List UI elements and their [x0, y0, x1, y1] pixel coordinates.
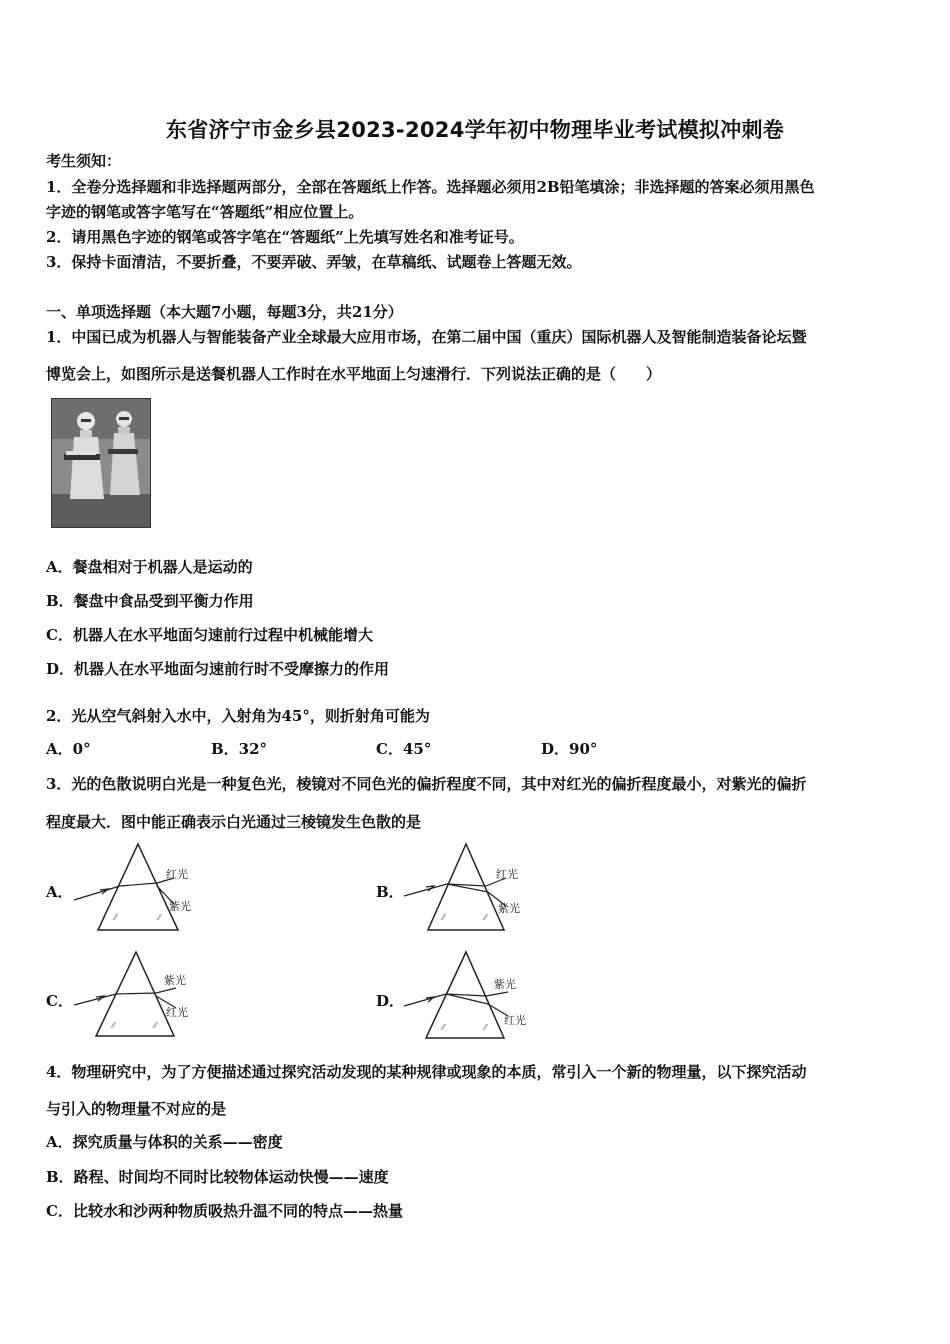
question-4-text: 4．物理研究中，为了方便描述通过探究活动发现的某种规律或现象的本质，常引入一个新的物理量，以下探究活动 — [46, 1063, 807, 1081]
question-1-text: 1．中国已成为机器人与智能装备产业全球最大应用市场，在第二届中国（重庆）国际机器人及智能制造装备论坛暨 — [46, 328, 807, 346]
diagram-c-label: C． — [46, 992, 73, 1010]
option-d: D．机器人在水平地面匀速前行时不受摩擦力的作用 — [46, 660, 390, 678]
option-a: A．0° — [46, 740, 91, 758]
svg-text:⁄⁄: ⁄⁄ — [442, 913, 445, 922]
question-4-text: 与引入的物理量不对应的是 — [46, 1100, 227, 1118]
prism-diagram-a — [70, 840, 200, 936]
page-title: 东省济宁市金乡县2023-2024学年初中物理毕业考试模拟冲刺卷 — [165, 118, 785, 142]
svg-text:⁄⁄: ⁄⁄ — [442, 1023, 445, 1032]
question-3-text: 3．光的色散说明白光是一种复色光，棱镜对不同色光的偏折程度不同，其中对红光的偏折程度最小，对紫光的偏折 — [46, 775, 807, 793]
diagram-d-bottom-label: 红光 — [504, 1014, 526, 1027]
diagram-c-bottom-label: 红光 — [166, 1006, 188, 1019]
svg-text:⁄⁄: ⁄⁄ — [154, 1021, 157, 1030]
notice-heading: 考生须知： — [46, 152, 122, 170]
notice-item: 3．保持卡面清洁，不要折叠，不要弄破、弄皱，在草稿纸、试题卷上答题无效。 — [46, 253, 582, 271]
diagram-b-top-label: 红光 — [496, 868, 518, 881]
diagram-d-label: D． — [376, 992, 405, 1010]
diagram-a-bottom-label: 紫光 — [169, 900, 191, 913]
diagram-c-top-label: 紫光 — [164, 974, 186, 987]
svg-text:⁄⁄: ⁄⁄ — [484, 1023, 487, 1032]
diagram-a-top-label: 红光 — [166, 868, 188, 881]
option-a: A．餐盘相对于机器人是运动的 — [46, 558, 253, 576]
option-c: C．比较水和沙两种物质吸热升温不同的特点——热量 — [46, 1202, 403, 1220]
option-a: A．探究质量与体积的关系——密度 — [46, 1133, 283, 1151]
section-heading: 一、单项选择题（本大题7小题，每题3分，共21分） — [46, 303, 403, 321]
svg-text:⁄⁄: ⁄⁄ — [114, 913, 117, 922]
prism-diagram-c — [70, 948, 200, 1044]
notice-item: 2．请用黑色字迹的钢笔或答字笔在“答题纸”上先填写姓名和准考证号。 — [46, 228, 524, 246]
notice-item: 1．全卷分选择题和非选择题两部分，全部在答题纸上作答。选择题必须用2B铅笔填涂；非选择题的答案必须用黑色 — [46, 178, 815, 196]
option-b: B．餐盘中食品受到平衡力作用 — [46, 592, 254, 610]
diagram-a-label: A． — [46, 883, 73, 901]
diagram-b-bottom-label: 紫光 — [498, 902, 520, 915]
question-1-text: 博览会上，如图所示是送餐机器人工作时在水平地面上匀速滑行．下列说法正确的是（ ） — [46, 365, 662, 383]
svg-text:⁄⁄: ⁄⁄ — [158, 913, 161, 922]
robot-photo — [51, 398, 151, 528]
svg-text:⁄⁄: ⁄⁄ — [112, 1021, 115, 1030]
question-2-text: 2．光从空气斜射入水中，入射角为45°，则折射角可能为 — [46, 707, 430, 725]
option-d: D．90° — [541, 740, 598, 758]
svg-text:⁄⁄: ⁄⁄ — [484, 913, 487, 922]
prism-diagram-b — [400, 840, 530, 936]
notice-item: 字迹的钢笔或答字笔写在“答题纸”相应位置上。 — [46, 203, 364, 221]
prism-diagram-d — [400, 948, 530, 1044]
diagram-b-label: B． — [376, 883, 404, 901]
option-c: C．机器人在水平地面匀速前行过程中机械能增大 — [46, 626, 373, 644]
option-c: C．45° — [376, 740, 432, 758]
option-b: B．32° — [211, 740, 268, 758]
option-b: B．路程、时间均不同时比较物体运动快慢——速度 — [46, 1168, 389, 1186]
diagram-d-top-label: 紫光 — [494, 978, 516, 991]
question-3-text: 程度最大．图中能正确表示白光通过三棱镜发生色散的是 — [46, 813, 422, 831]
